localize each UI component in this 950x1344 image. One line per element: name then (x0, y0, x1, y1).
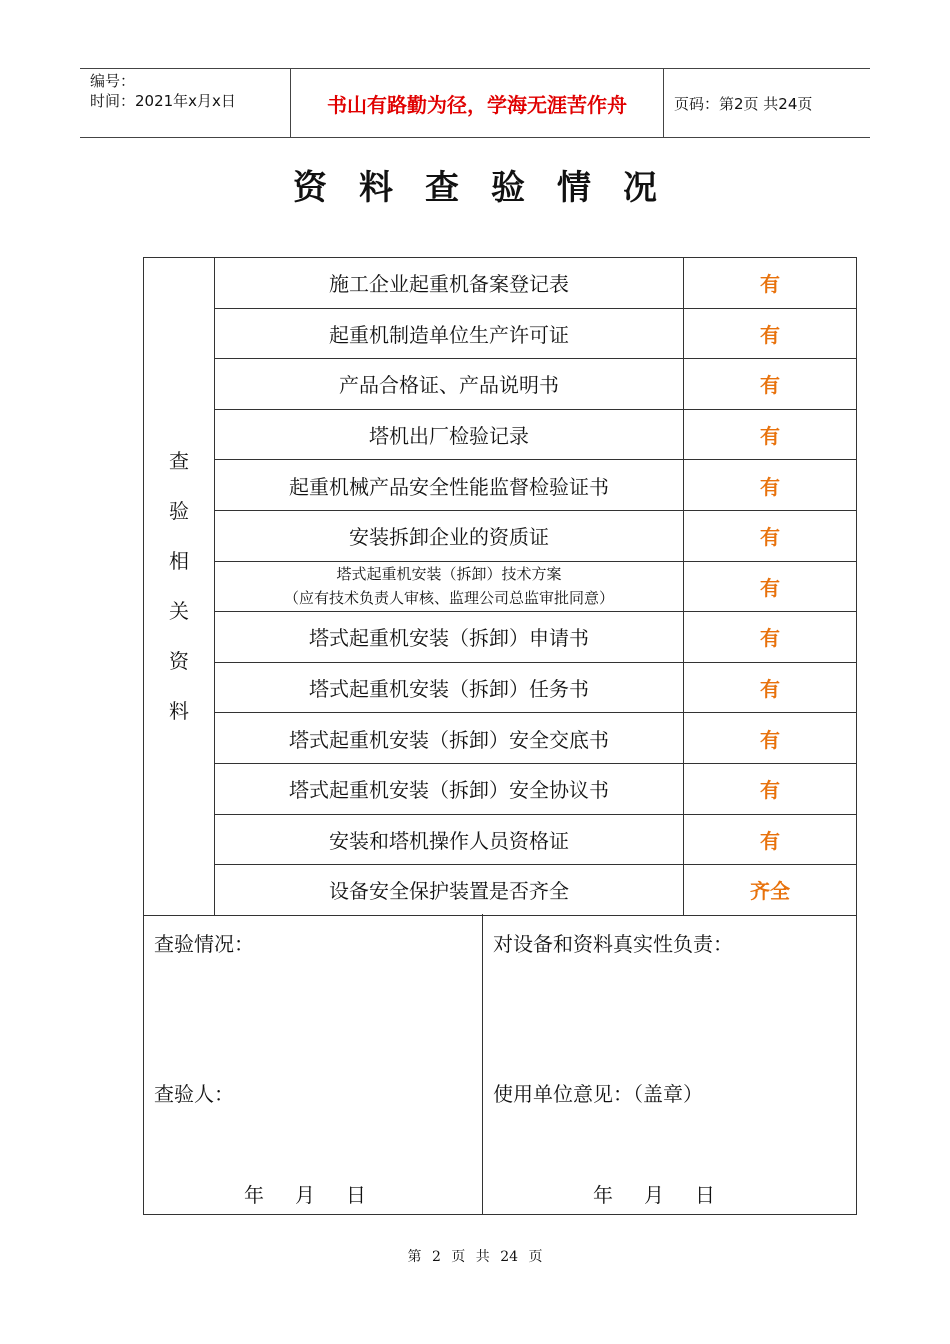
side-label-char: 料 (169, 699, 189, 724)
side-label-char: 相 (169, 549, 189, 574)
item-status: 有 (684, 662, 857, 713)
inspector-label: 查验人： (154, 1082, 234, 1106)
table-row (144, 865, 857, 916)
table-row (144, 662, 857, 713)
item-name (215, 713, 684, 764)
item-status: 有 (684, 814, 857, 865)
item-name (215, 561, 684, 612)
item-status: 有 (684, 258, 857, 309)
side-label (144, 258, 215, 916)
page-title: 资料查验情况 (293, 168, 689, 208)
inspection-label: 查验情况： (154, 932, 254, 956)
item-status: 有 (684, 308, 857, 359)
inspection-table (143, 257, 857, 916)
item-label: 塔式起重机安装（拆卸）技术方案 (336, 565, 562, 584)
item-name (215, 308, 684, 359)
table-row (144, 561, 857, 612)
table-row (144, 713, 857, 764)
date-month: 月 (644, 1183, 665, 1207)
item-label: 设备安全保护装置是否齐全 (329, 879, 569, 904)
item-status: 有 (684, 763, 857, 814)
item-label: 产品合格证、产品说明书 (339, 373, 559, 398)
item-note: （应有技术负责人审核、监理公司总监审批同意） (283, 589, 614, 608)
responsibility-column (483, 914, 856, 1214)
time-label: 时间：2021年x月x日 (90, 92, 236, 110)
number-label: 编号： (90, 72, 136, 90)
item-name (215, 814, 684, 865)
item-label: 塔机出厂检验记录 (369, 424, 529, 449)
side-label-char: 查 (169, 449, 189, 474)
item-name (215, 460, 684, 511)
item-name (215, 510, 684, 561)
table-row (144, 763, 857, 814)
item-label: 塔式起重机安装（拆卸）申请书 (309, 626, 589, 651)
item-label: 安装和塔机操作人员资格证 (329, 828, 569, 853)
item-status: 有 (684, 713, 857, 764)
responsibility-label: 对设备和资料真实性负责： (493, 932, 733, 956)
item-name (215, 409, 684, 460)
item-label: 塔式起重机安装（拆卸）安全协议书 (289, 778, 609, 803)
table-row (144, 612, 857, 663)
item-status: 有 (684, 359, 857, 410)
table-row (144, 510, 857, 561)
header-motto: 书山有路勤为径，学海无涯苦作舟 (291, 69, 664, 137)
side-label-char: 资 (169, 649, 189, 674)
date-day: 日 (346, 1183, 367, 1207)
date-day: 日 (695, 1183, 716, 1207)
item-name (215, 763, 684, 814)
item-status: 有 (684, 510, 857, 561)
side-label-char: 关 (169, 599, 189, 624)
item-label: 起重机制造单位生产许可证 (329, 322, 569, 347)
inspection-column (144, 914, 483, 1214)
item-label: 安装拆卸企业的资质证 (349, 525, 549, 550)
item-label: 起重机械产品安全性能监督检验证书 (289, 474, 609, 499)
item-name (215, 258, 684, 309)
table-row (144, 359, 857, 410)
user-date (593, 1179, 746, 1208)
table-row (144, 814, 857, 865)
item-label: 塔式起重机安装（拆卸）安全交底书 (289, 727, 609, 752)
item-name (215, 865, 684, 916)
item-status: 有 (684, 561, 857, 612)
inspector-date (244, 1179, 397, 1208)
item-name (215, 612, 684, 663)
header-page-label: 页码：第2页 共24页 (674, 94, 813, 113)
item-label: 施工企业起重机备案登记表 (329, 272, 569, 297)
item-label: 塔式起重机安装（拆卸）任务书 (309, 677, 589, 702)
page-header (80, 68, 870, 138)
table-row (144, 258, 857, 309)
table-row (144, 409, 857, 460)
item-status: 有 (684, 612, 857, 663)
table-row (144, 308, 857, 359)
user-opinion-label: 使用单位意见：（盖章） (493, 1082, 703, 1106)
date-year: 年 (244, 1183, 265, 1207)
side-label-char: 验 (169, 499, 189, 524)
table-row (144, 460, 857, 511)
item-status: 齐全 (684, 865, 857, 916)
date-month: 月 (295, 1183, 316, 1207)
item-status: 有 (684, 409, 857, 460)
item-status: 有 (684, 460, 857, 511)
date-year: 年 (593, 1183, 614, 1207)
item-name (215, 662, 684, 713)
page-footer: 第 2 页 共 24 页 (407, 1249, 543, 1265)
signature-section (143, 914, 857, 1215)
header-meta (80, 69, 291, 137)
item-name (215, 359, 684, 410)
